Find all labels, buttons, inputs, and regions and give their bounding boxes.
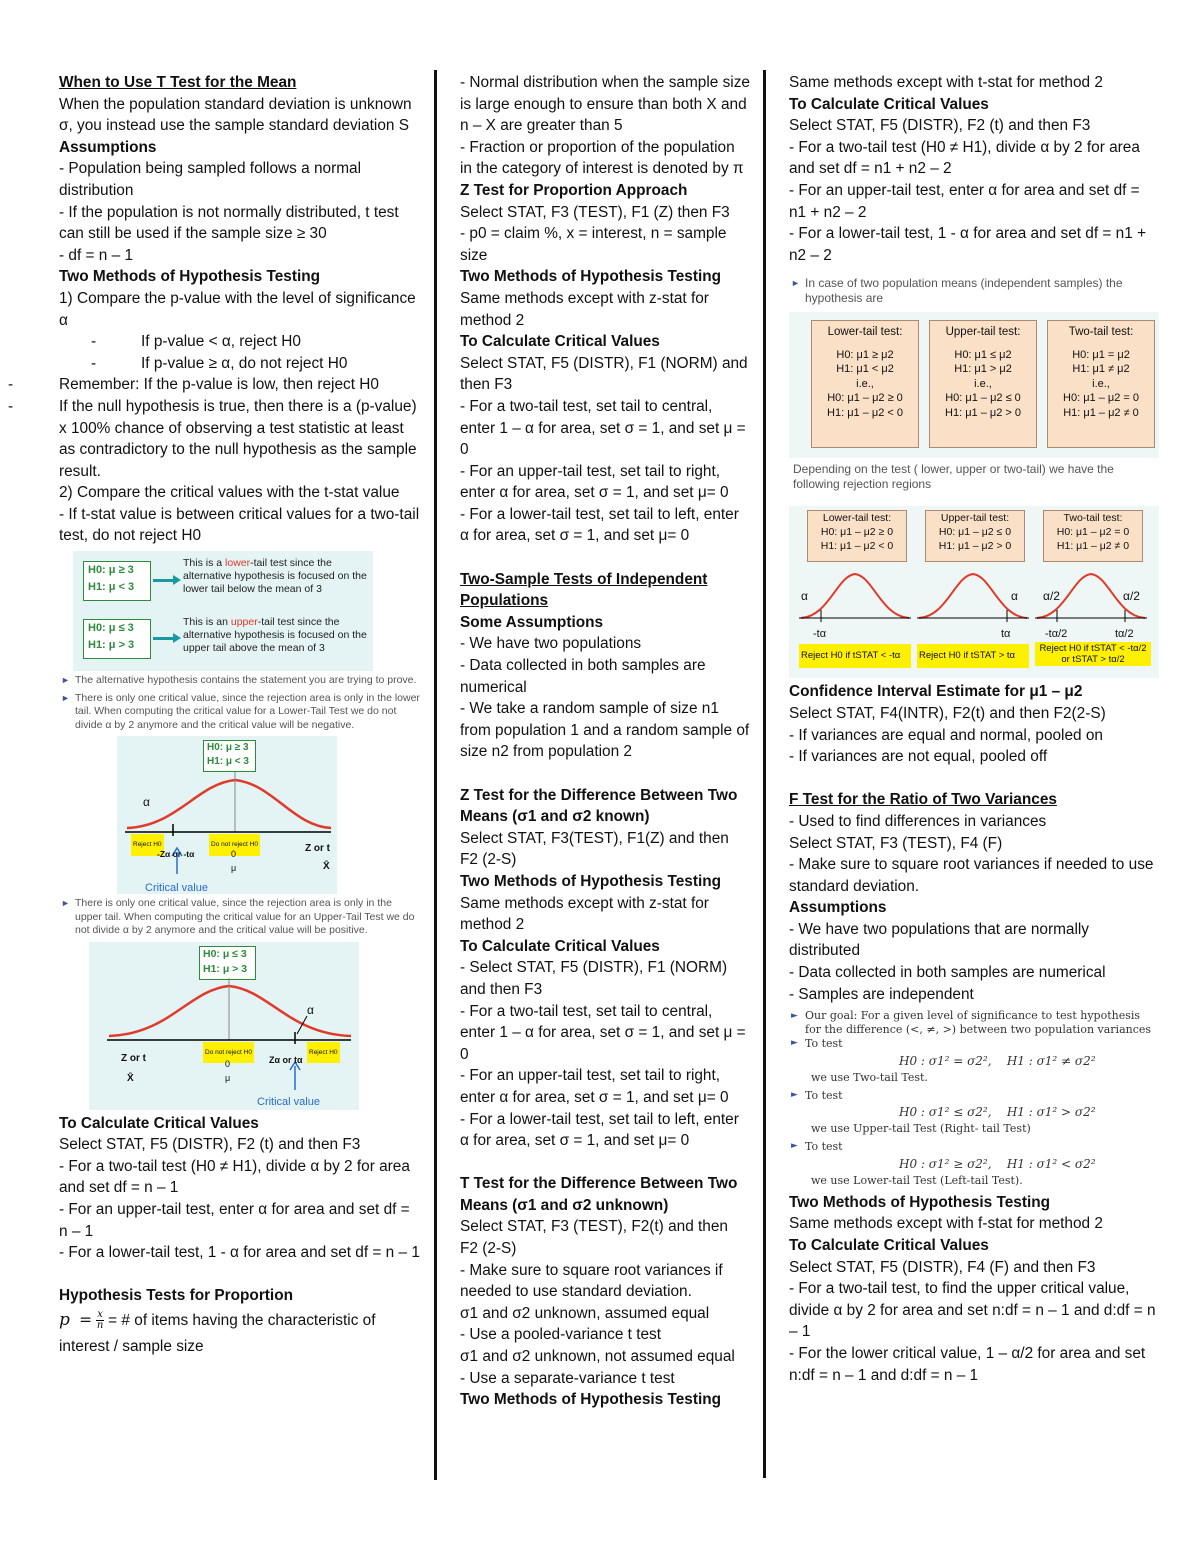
fig2-crit: -Zα or -tα <box>157 849 195 860</box>
note-two-pop: ► In case of two population means (independent samples) the hypothesis are <box>791 276 1123 306</box>
goal-use-1: we use Two-tail Test. <box>811 1070 928 1084</box>
assumption-3: - df = n – 1 <box>59 246 134 264</box>
goal-eq-3a: H0 : σ1² ≥ σ2², <box>899 1156 992 1171</box>
box1-text <box>183 557 373 596</box>
tm-1: Same methods except with z-stat for method 2 <box>460 289 709 329</box>
t-diff-heading: T Test for the Difference Between Two Means (σ1 and σ2 unknown) <box>460 1175 738 1214</box>
formula-p: p <box>59 1309 70 1330</box>
fig3-alpha: α <box>307 1002 314 1017</box>
c3-d2: - For a two-tail test, to find the upper critical value, divide α by 2 for area and set n:df = n – 1 and d:df = n – 1 <box>789 1280 1156 1341</box>
note-depending-text: Depending on the test ( lower, upper or two-tail) we have the following rejection regions <box>793 462 1114 492</box>
d-3: - For an upper-tail test, set tail to right, enter α for area, set σ = 1, and set μ= 0 <box>460 1067 729 1106</box>
method-1a-text: If p-value < α, reject H0 <box>141 333 301 351</box>
calc-heading-2: To Calculate Critical Values <box>460 333 660 351</box>
method-1: 1) Compare the p-value with the level of significance α <box>59 289 416 329</box>
method-1a: - If p-value < α, reject H0 <box>91 333 301 351</box>
td-3: σ1 and σ2 unknown, assumed equal <box>460 1304 710 1322</box>
fig2-zero: 0 <box>231 849 237 860</box>
goal-eq-3 <box>789 1154 1159 1174</box>
hyp-lower-c: H0: μ1 – μ2 ≥ 0 <box>827 392 903 405</box>
two-sample-heading: Two-Sample Tests of Independent Populations <box>460 570 708 610</box>
td-1: Select STAT, F3 (TEST), F2(t) and then F2 (2-S) <box>460 1218 728 1258</box>
rej-upper-a: H0: μ1 – μ2 ≤ 0 <box>938 526 1012 539</box>
remember-note: - Remember: If the p-value is low, then reject H0 <box>8 376 379 394</box>
s-2: - Data collected in both samples are numerical <box>460 657 706 696</box>
method-2a: - If t-stat value is between critical values for a two-tail test, do not reject H0 <box>59 505 420 545</box>
fig3-critical-label: Critical value <box>257 1095 320 1108</box>
hyp-lower-a: H0: μ1 ≥ μ2 <box>836 348 894 361</box>
rej-lower-t: -tα <box>813 628 827 641</box>
t-intro: When the population standard deviation is unknown σ, you instead use the sample standard deviation S <box>59 95 412 135</box>
rej-two-rule-b: or tSTAT > tα/2 <box>1061 654 1125 666</box>
fig2-curve <box>127 780 331 828</box>
fig2-reject: Reject H0 <box>131 834 164 856</box>
box2-text-b: -tail test since the alternative hypothesis is focused on the upper tail above the mean of 3 <box>183 616 367 655</box>
goal-eq-3b: H1 : σ1² < σ2² <box>1006 1156 1096 1171</box>
fig3-curve <box>109 986 351 1036</box>
rej-lower-a: H0: μ1 – μ2 ≥ 0 <box>820 526 894 539</box>
fig2-h0: H0: μ ≥ 3 <box>207 742 249 754</box>
f-2: Select STAT, F3 (TEST), F4 (F) <box>789 834 1003 852</box>
lower-tail-figure <box>117 736 337 894</box>
null-note: - If the null hypothesis is true, then there is a (p-value) x 100% chance of observing a test statistic at least as contradictory to the null hypothesis as the sample result. <box>8 397 417 480</box>
fig2-alpha: α <box>143 795 150 810</box>
rejection-figure <box>789 506 1159 678</box>
hyp-two-b: H1: μ1 ≠ μ2 <box>1072 363 1130 376</box>
fig2-mu: μ <box>231 863 237 874</box>
method-1b: - If p-value ≥ α, do not reject H0 <box>91 354 348 372</box>
fig3-xbar: X̄ <box>127 1072 134 1084</box>
f-goal-block <box>789 1009 1159 1188</box>
rej-lower-rule: Reject H0 if tSTAT < -tα <box>799 644 911 668</box>
td-2: - Make sure to square root variances if needed to use standard deviation. <box>460 1261 723 1301</box>
method-2: 2) Compare the critical values with the t-stat value <box>59 484 400 502</box>
column-2 <box>460 72 750 1411</box>
hypothesis-boxes <box>789 312 1159 458</box>
arrow-2-head <box>173 633 181 643</box>
hyp-upper-a: H0: μ1 ≤ μ2 <box>954 348 1012 361</box>
fig3-noreject: Do not reject H0 <box>203 1042 254 1064</box>
hyp-upper-ie: i.e., <box>974 377 992 390</box>
fig3-zero: 0 <box>225 1058 231 1069</box>
goal-eq-1a: H0 : σ1² = σ2², <box>899 1053 992 1068</box>
fig2-curve-svg <box>117 736 337 894</box>
fig3-h1: H1: μ > 3 <box>203 962 248 975</box>
z-prop-heading: Z Test for Proportion Approach <box>460 181 688 199</box>
rej-upper-alpha: α <box>1011 589 1018 604</box>
note-alternative: ► The alternative hypothesis contains the statement you are trying to prove. <box>61 674 417 687</box>
hyp-upper-c: H0: μ1 – μ2 ≤ 0 <box>945 392 1021 405</box>
box2-h1: H1: μ > 3 <box>88 639 135 652</box>
some-assumptions-heading: Some Assumptions <box>460 613 604 631</box>
rej-two-tl: -tα/2 <box>1045 628 1068 641</box>
proportion-text: = # of items having the characteristic of interest / sample size <box>59 1311 376 1355</box>
arrow-2 <box>153 637 175 640</box>
fig3-crit: Zα or tα <box>269 1054 303 1065</box>
rej-two-rule-a: Reject H0 if tSTAT < -tα/2 <box>1039 643 1147 655</box>
heading-t-test-mean: When to Use T Test for the Mean <box>59 74 297 91</box>
c3-d3: - For the lower critical value, 1 – α/2 for area and set n:df = n – 1 and d:df = n – 1 <box>789 1344 1146 1384</box>
box2-text-red: upper <box>230 616 258 629</box>
fig2-critical-label: Critical value <box>145 882 208 895</box>
goal-test-3-label: To test <box>805 1140 843 1154</box>
goal-text: ► Our goal: For a given level of significance to test hypothesis for the difference (<, ≠, >) between two population variances <box>791 1009 1152 1037</box>
note-depending <box>789 462 1159 492</box>
box1-text-red: lower <box>225 557 251 570</box>
formula-x: x <box>97 1309 103 1321</box>
note-upper-tail-text: There is only one critical value, since the rejection area is only in the upper tail. When computing the critical value for an Upper-Tail Test we do not divide α by 2 anymore and the critical value will be positive. <box>75 897 415 937</box>
c3-c4: - For a lower-tail test, 1 - α for area and set df = n1 + n2 – 2 <box>789 225 1147 264</box>
hyp-lower-title: Lower-tail test: <box>827 326 903 339</box>
rej-upper-t: tα <box>1001 628 1011 641</box>
goal-test-2: ► To test <box>791 1088 843 1102</box>
c2-3: - For an upper-tail test, set tail to right, enter α for area, set σ = 1, and set μ= 0 <box>460 462 729 502</box>
z-2: - p0 = claim %, x = interest, n = sample size <box>460 225 727 264</box>
hyp-upper-title: Upper-tail test: <box>945 326 1021 339</box>
f-test-heading: F Test for the Ratio of Two Variances <box>789 791 1057 809</box>
f-assumptions-heading: Assumptions <box>789 899 887 917</box>
c2-1: Select STAT, F5 (DISTR), F1 (NORM) and then F3 <box>460 354 748 394</box>
z-diff-heading: Z Test for the Difference Between Two Means (σ1 and σ2 known) <box>460 786 738 826</box>
calc-heading-1: To Calculate Critical Values <box>59 1114 259 1132</box>
calc-1: Select STAT, F5 (DISTR), F2 (t) and then F3 <box>59 1136 361 1154</box>
hyp-two-title: Two-tail test: <box>1068 326 1134 339</box>
hyp-upper <box>929 320 1037 448</box>
goal-test-1-label: To test <box>805 1037 843 1051</box>
ci-1: Select STAT, F4(INTR), F2(t) and then F2(2-S) <box>789 704 1106 722</box>
prop-1: - Normal distribution when the sample size is large enough to ensure than both X and n – X are greater than 5 <box>460 74 750 135</box>
goal-eq-2a: H0 : σ1² ≤ σ2², <box>899 1105 992 1120</box>
h-box-lower <box>83 561 151 601</box>
calc-2: - For a two-tail test (H0 ≠ H1), divide α by 2 for area and set df = n – 1 <box>59 1157 410 1197</box>
hyp-two-c: H0: μ1 – μ2 = 0 <box>1063 392 1139 405</box>
c3-c2: - For a two-tail test (H0 ≠ H1), divide α by 2 for area and set df = n1 + n2 – 2 <box>789 138 1140 178</box>
null-text: If the null hypothesis is true, then there is a (p-value) x 100% chance of observing a test statistic at least as contradictory to the null hypothesis as the sample result. <box>59 397 417 480</box>
box2-h0: H0: μ ≤ 3 <box>88 622 134 635</box>
hyp-upper-b: H1: μ1 > μ2 <box>954 363 1012 376</box>
formula-n: n <box>96 1320 104 1332</box>
hyp-two-ie: i.e., <box>1092 377 1110 390</box>
fig2-xbar: X̄ <box>323 861 330 873</box>
tm-2: Same methods except with z-stat for method 2 <box>460 894 709 934</box>
tail-test-figure <box>73 551 373 671</box>
prop-2: - Fraction or proportion of the population in the category of interest is denoted by π <box>460 138 744 178</box>
goal-use-2: we use Upper-tail Test (Right- tail Test) <box>811 1122 1031 1136</box>
assumption-1: - Population being sampled follows a normal distribution <box>59 160 361 199</box>
td-4: - Use a pooled-variance t test <box>460 1326 662 1344</box>
upper-tail-figure <box>89 942 359 1110</box>
method-1b-text: If p-value ≥ α, do not reject H0 <box>141 354 348 372</box>
fig2-noreject: Do not reject H0 <box>209 834 260 856</box>
rej-lower-b: H1: μ1 – μ2 < 0 <box>820 540 894 553</box>
fa-3: - Samples are independent <box>789 985 974 1003</box>
remember-text: Remember: If the p-value is low, then reject H0 <box>59 376 379 394</box>
note-lower-tail-text: There is only one critical value, since the rejection area is only in the lower tail. When computing the critical value for a Lower-Tail Test we do not divide α by 2 anymore and the critical value will be negative. <box>75 691 420 731</box>
two-methods-heading-3: Two Methods of Hypothesis Testing <box>460 872 722 890</box>
fig2-zort: Z or t <box>305 843 330 855</box>
two-methods-heading-4: Two Methods of Hypothesis Testing <box>460 1391 722 1409</box>
c3-c1: Select STAT, F5 (DISTR), F2 (t) and then F3 <box>789 117 1091 135</box>
hyp-lower-ie: i.e., <box>856 377 874 390</box>
rej-two-a: H0: μ1 – μ2 = 0 <box>1056 526 1130 539</box>
rej-upper-title: Upper-tail test: <box>940 512 1010 525</box>
two-methods-heading-5: Two Methods of Hypothesis Testing <box>789 1193 1051 1211</box>
h-box-upper <box>83 619 151 659</box>
goal-eq-2b: H1 : σ1² > σ2² <box>1006 1105 1096 1120</box>
rej-two-title: Two-tail test: <box>1063 512 1123 525</box>
proportion-formula: p = $\frac{x}{n}$ = # of items having the characteristic of interest / sample size <box>59 1309 376 1355</box>
hyp-lower <box>811 320 919 448</box>
calc-heading-3: To Calculate Critical Values <box>460 937 660 955</box>
c3-tm1: Same methods except with f-stat for method 2 <box>789 1215 1103 1233</box>
goal-eq-1b: H1 : σ1² ≠ σ2² <box>1006 1053 1096 1068</box>
d-4: - For a lower-tail test, set tail to left, enter α for area, set σ = 1, and set μ= 0 <box>460 1110 739 1150</box>
rej-two-b: H1: μ1 – μ2 ≠ 0 <box>1056 540 1130 553</box>
rej-upper-rule: Reject H0 if tSTAT > tα <box>917 644 1029 668</box>
rej-lower-title: Lower-tail test: <box>822 512 892 525</box>
assumptions-heading: Assumptions <box>59 138 157 156</box>
calc-heading-5: To Calculate Critical Values <box>789 1236 989 1254</box>
fa-1: - We have two populations that are normally distributed <box>789 920 1089 960</box>
c2-4: - For a lower-tail test, set tail to left, enter α for area, set σ = 1, and set μ= 0 <box>460 505 739 545</box>
goal-test-3: ► To test <box>791 1140 843 1154</box>
box1-text-b: -tail test since the alternative hypothesis is focused on the lower tail below the mean of 3 <box>183 557 367 596</box>
calc-heading-4: To Calculate Critical Values <box>789 95 989 113</box>
hyp-lower-b: H1: μ1 < μ2 <box>836 363 894 376</box>
ci-heading: Confidence Interval Estimate for μ1 – μ2 <box>789 683 1083 701</box>
goal-test-2-label: To test <box>805 1088 843 1102</box>
rej-lower-alpha: α <box>801 589 808 604</box>
f-1: - Used to find differences in variances <box>789 812 1047 830</box>
column-divider-2 <box>763 70 766 1478</box>
td-5: σ1 and σ2 unknown, not assumed equal <box>460 1348 735 1366</box>
formula-fraction <box>96 1310 104 1331</box>
hyp-two-d: H1: μ1 – μ2 ≠ 0 <box>1063 406 1139 419</box>
note-upper-tail: ► There is only one critical value, since the rejection area is only in the upper tail. When computing the critical value for an Upper-Tail Test we do not divide α by 2 anymore and the critical value will be positive. <box>61 897 415 937</box>
ci-2: - If variances are equal and normal, pooled on <box>789 726 1103 744</box>
goal-eq-1 <box>789 1051 1159 1071</box>
f-3: - Make sure to square root variances if needed to use standard deviation. <box>789 856 1154 895</box>
goal-eq-2 <box>789 1102 1159 1122</box>
assumption-2: - If the population is not normally distributed, t test can still be used if the sample size ≥ 30 <box>59 203 399 243</box>
c3-s1: Same methods except with t-stat for method 2 <box>789 74 1103 91</box>
column-1 <box>8 72 421 1360</box>
column-3 <box>789 72 1159 1386</box>
box1-text-a: This is a <box>183 557 226 570</box>
calc-4: - For a lower-tail test, 1 - α for area and set df = n – 1 <box>59 1244 420 1262</box>
d-2: - For a two-tail test, set tail to central, enter 1 – α for area, set σ = 1, and set μ = 0 <box>460 1002 746 1063</box>
column-divider-1 <box>434 70 437 1480</box>
c3-d1: Select STAT, F5 (DISTR), F4 (F) and then F3 <box>789 1258 1096 1276</box>
box1-h1: H1: μ < 3 <box>88 581 135 594</box>
zd-1: Select STAT, F3(TEST), F1(Z) and then F2 (2-S) <box>460 829 729 869</box>
rej-two-alpha-u: α/2 <box>1123 589 1140 604</box>
hyp-two <box>1047 320 1155 448</box>
calc-3: - For an upper-tail test, enter α for area and set df = n – 1 <box>59 1200 410 1240</box>
s-3: - We take a random sample of size n1 from population 1 and a random sample of size n2 from population 2 <box>460 700 750 761</box>
fa-2: - Data collected in both samples are numerical <box>789 964 1106 982</box>
s-1: - We have two populations <box>460 635 642 653</box>
fig3-reject: Reject H0 <box>307 1042 340 1064</box>
d-1: - Select STAT, F5 (DISTR), F1 (NORM) and then F3 <box>460 959 728 998</box>
fig3-mu: μ <box>225 1072 231 1083</box>
hyp-upper-d: H1: μ1 – μ2 > 0 <box>945 406 1021 419</box>
fig2-h1: H1: μ < 3 <box>207 756 249 768</box>
goal-test-1: ► To test <box>791 1037 843 1051</box>
arrow-1-head <box>173 575 181 585</box>
arrow-1 <box>153 579 175 582</box>
hyp-lower-d: H1: μ1 – μ2 < 0 <box>827 406 903 419</box>
box1-h0: H0: μ ≥ 3 <box>88 564 134 577</box>
hyp-two-a: H0: μ1 = μ2 <box>1072 348 1130 361</box>
c2-2: - For a two-tail test, set tail to central, enter 1 – α for area, set σ = 1, and set μ = 0 <box>460 397 746 459</box>
rej-two-tu: tα/2 <box>1115 628 1134 641</box>
two-methods-heading-2: Two Methods of Hypothesis Testing <box>460 268 722 286</box>
goal-text-value: Our goal: For a given level of significance to test hypothesis for the difference (<, ≠, >) between two population variances <box>805 1009 1152 1037</box>
note-alternative-text: The alternative hypothesis contains the statement you are trying to prove. <box>75 674 417 687</box>
ci-3: - If variances are not equal, pooled off <box>789 748 1048 766</box>
goal-use-3: we use Lower-tail Test (Left-tail Test). <box>811 1173 1023 1187</box>
c3-c3: - For an upper-tail test, enter α for area and set df = n1 + n2 – 2 <box>789 181 1140 221</box>
rej-two-alpha-l: α/2 <box>1043 589 1060 604</box>
two-methods-heading: Two Methods of Hypothesis Testing <box>59 268 321 286</box>
fig3-zort: Z or t <box>121 1052 146 1064</box>
fig3-h0: H0: μ ≤ 3 <box>203 947 247 960</box>
z-1: Select STAT, F3 (TEST), F1 (Z) then F3 <box>460 203 730 221</box>
note-two-pop-text: In case of two population means (independent samples) the hypothesis are <box>805 276 1123 306</box>
td-6: - Use a separate-variance t test <box>460 1369 675 1387</box>
box2-text <box>183 616 373 655</box>
proportion-heading: Hypothesis Tests for Proportion <box>59 1287 294 1305</box>
rej-upper-b: H1: μ1 – μ2 > 0 <box>938 540 1012 553</box>
box2-text-a: This is an <box>183 616 231 629</box>
note-lower-tail: ► There is only one critical value, since the rejection area is only in the lower tail. When computing the critical value for a Lower-Tail Test we do not divide α by 2 anymore and the critical value will be negative. <box>61 691 420 731</box>
rej-lower-curve <box>801 574 909 618</box>
rej-two-rule <box>1035 642 1151 666</box>
